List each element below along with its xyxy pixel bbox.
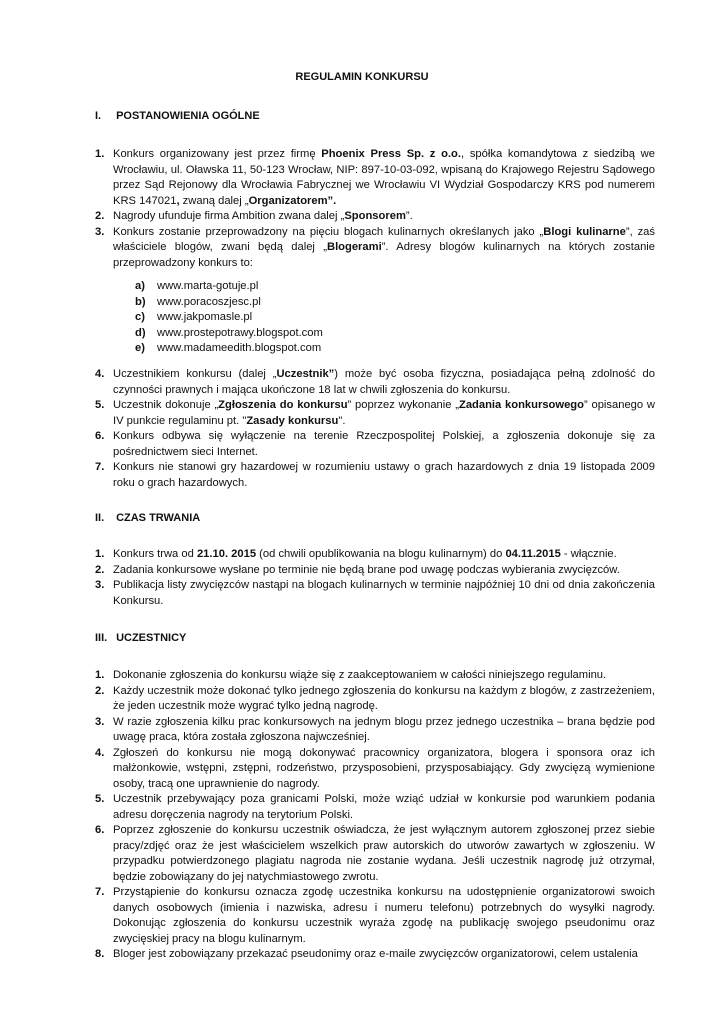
list-item: 4. Zgłoszeń do konkursu nie mogą dokonywać pracownicy organizatora, blogera i sponsora oraz ich małżonkowie, wstępni, zstępni, rodzeństwo, przysposobieni, przysposabiający. Gdy zwycięzą wymienione osoby, tracą one uprawnienie do nagrody. bbox=[95, 746, 655, 790]
section-heading-duration bbox=[95, 511, 655, 527]
section-number: II. bbox=[95, 512, 105, 524]
list-item: 2. Zadania konkursowe wysłane po terminie nie będą brane pod uwagę podczas wybierania zwycięzców. bbox=[95, 563, 620, 576]
section-heading-general bbox=[95, 109, 655, 125]
list-item: 3. Publikacja listy zwycięzców nastąpi na blogach kulinarnych w terminie najpóźniej 10 dni od dnia zakończenia Konkursu. bbox=[95, 579, 655, 607]
list-item: 7. Konkurs nie stanowi gry hazardowej w rozumieniu ustawy o grach hazardowych z dnia 19 listopada 2009 roku o grach hazardowych. bbox=[95, 461, 655, 489]
section-title: CZAS TRWANIA bbox=[116, 512, 201, 524]
blog-link: www.madameedith.blogspot.com bbox=[157, 342, 322, 354]
blog-link: www.jakpomasle.pl bbox=[157, 311, 253, 323]
section-title: POSTANOWIENIA OGÓLNE bbox=[116, 110, 260, 122]
document-title: REGULAMIN KONKURSU bbox=[295, 71, 429, 83]
blog-address-item: d) www.prostepotrawy.blogspot.com bbox=[135, 326, 323, 339]
blog-address-item: e) www.madameedith.blogspot.com bbox=[135, 342, 322, 354]
list-item: 1. Dokonanie zgłoszenia do konkursu wiąże się z zaakceptowaniem w całości niniejszego regulaminu. bbox=[95, 669, 607, 681]
blog-link: www.marta-gotuje.pl bbox=[157, 280, 259, 292]
section-heading-participants bbox=[95, 631, 655, 647]
list-item: 6. Konkurs odbywa się wyłączenie na terenie Rzeczpospolitej Polskiej, a zgłoszenia dokonuje się za pośrednictwem sieci Internet. bbox=[95, 430, 655, 458]
blog-address-list bbox=[135, 279, 435, 357]
general-provisions-list-continued bbox=[95, 367, 655, 491]
blog-address-item: b) www.poracoszjesc.pl bbox=[135, 295, 261, 308]
list-item: 3. Konkurs zostanie przeprowadzony na pięciu blogach kulinarnych określanych jako „Blogi kulinarne”, zaś właściciele blogów, zwani będą dalej „Blogerami”. Adresy blogów kulinarnych na których zostanie przeprowadzony konkurs to: bbox=[95, 225, 655, 269]
blog-link: www.prostepotrawy.blogspot.com bbox=[157, 326, 323, 339]
list-item: 1. Konkurs organizowany jest przez firmę Phoenix Press Sp. z o.o., spółka komandytowa z siedzibą we Wrocławiu, ul. Oławska 11, 50-123 Wrocław, NIP: 897-10-03-092, wpisaną do Krajowego Rejestru Sądowego przez Sąd Rejonowy dla Wrocławia Fabrycznej we Wrocławiu VI Wydział Gospodarczy KRS pod numerem KRS 147021, zwaną dalej „Organizatorem”. bbox=[95, 148, 655, 207]
list-item: 2. Nagrody ufunduje firma Ambition zwana dalej „Sponsorem”. bbox=[95, 210, 413, 222]
list-item: 5. Uczestnik przebywający poza granicami Polski, może wziąć udział w konkursie pod warunkiem podania adresu doręczenia nagrody na terytorium Polski. bbox=[95, 793, 655, 821]
list-item: 5. Uczestnik dokonuje „Zgłoszenia do konkursu” poprzez wykonanie „Zadania konkursowego” opisanego w IV punkcie regulaminu pt. "Zasady konkursu". bbox=[95, 399, 655, 427]
section-title: UCZESTNICY bbox=[116, 632, 187, 644]
duration-list bbox=[95, 547, 655, 609]
list-item: 2. Każdy uczestnik może dokonać tylko jednego zgłoszenia do konkursu na każdym z blogów, z zastrzeżeniem, że jeden uczestnik może wygrać tylko jedną nagrodę. bbox=[95, 684, 655, 712]
section-number: III. bbox=[95, 632, 108, 644]
list-item: 4. Uczestnikiem konkursu (dalej „Uczestnik”) może być osoba fizyczna, posiadająca pełną zdolność do czynności prawnych i mająca ukończone 18 lat w chwili zgłoszenia do konkursu. bbox=[95, 368, 655, 396]
blog-link: www.poracoszjesc.pl bbox=[157, 295, 261, 308]
list-item: 3. W razie zgłoszenia kilku prac konkursowych na jednym blogu przez jednego uczestnika – brana będzie pod uwagę praca, która została zgłoszona najwcześniej. bbox=[95, 715, 655, 743]
list-item: 1. Konkurs trwa od 21.10. 2015 (od chwili opublikowania na blogu kulinarnym) do 04.11.2015 - włącznie. bbox=[95, 548, 617, 560]
section-number: I. bbox=[95, 110, 102, 122]
participants-list bbox=[95, 668, 655, 963]
blog-address-item: c) www.jakpomasle.pl bbox=[135, 311, 253, 323]
list-item: 7. Przystąpienie do konkursu oznacza zgodę uczestnika konkursu na udostępnienie organizatorowi swoich danych osobowych (imienia i nazwiska, adresu i numeru telefonu) potrzebnych do wysyłki nagrody. Dokonując zgłoszenia do konkursu uczestnik wyraża zgodę na publikację swojego pseudonimu oraz zwycięskiej pracy na blogu kulinarnym. bbox=[95, 886, 655, 945]
list-item: 8. Bloger jest zobowiązany przekazać pseudonimy oraz e-maile zwycięzców organizatorowi, celem ustalenia bbox=[95, 948, 638, 960]
list-item: 6. Poprzez zgłoszenie do konkursu uczestnik oświadcza, że jest wyłącznym autorem zgłoszonej przez siebie pracy/zdjęć oraz że jest właścicielem wszelkich praw autorskich do utworów zawartych w zgłoszeniu. W przypadku potwierdzonego plagiatu nagroda nie zostanie wydana. Jeśli uczestnik nagrodę już otrzymał, będzie zobowiązany do jej natychmiastowego zwrotu. bbox=[95, 824, 655, 883]
blog-address-item: a) www.marta-gotuje.pl bbox=[135, 280, 259, 292]
general-provisions-list bbox=[95, 147, 655, 271]
